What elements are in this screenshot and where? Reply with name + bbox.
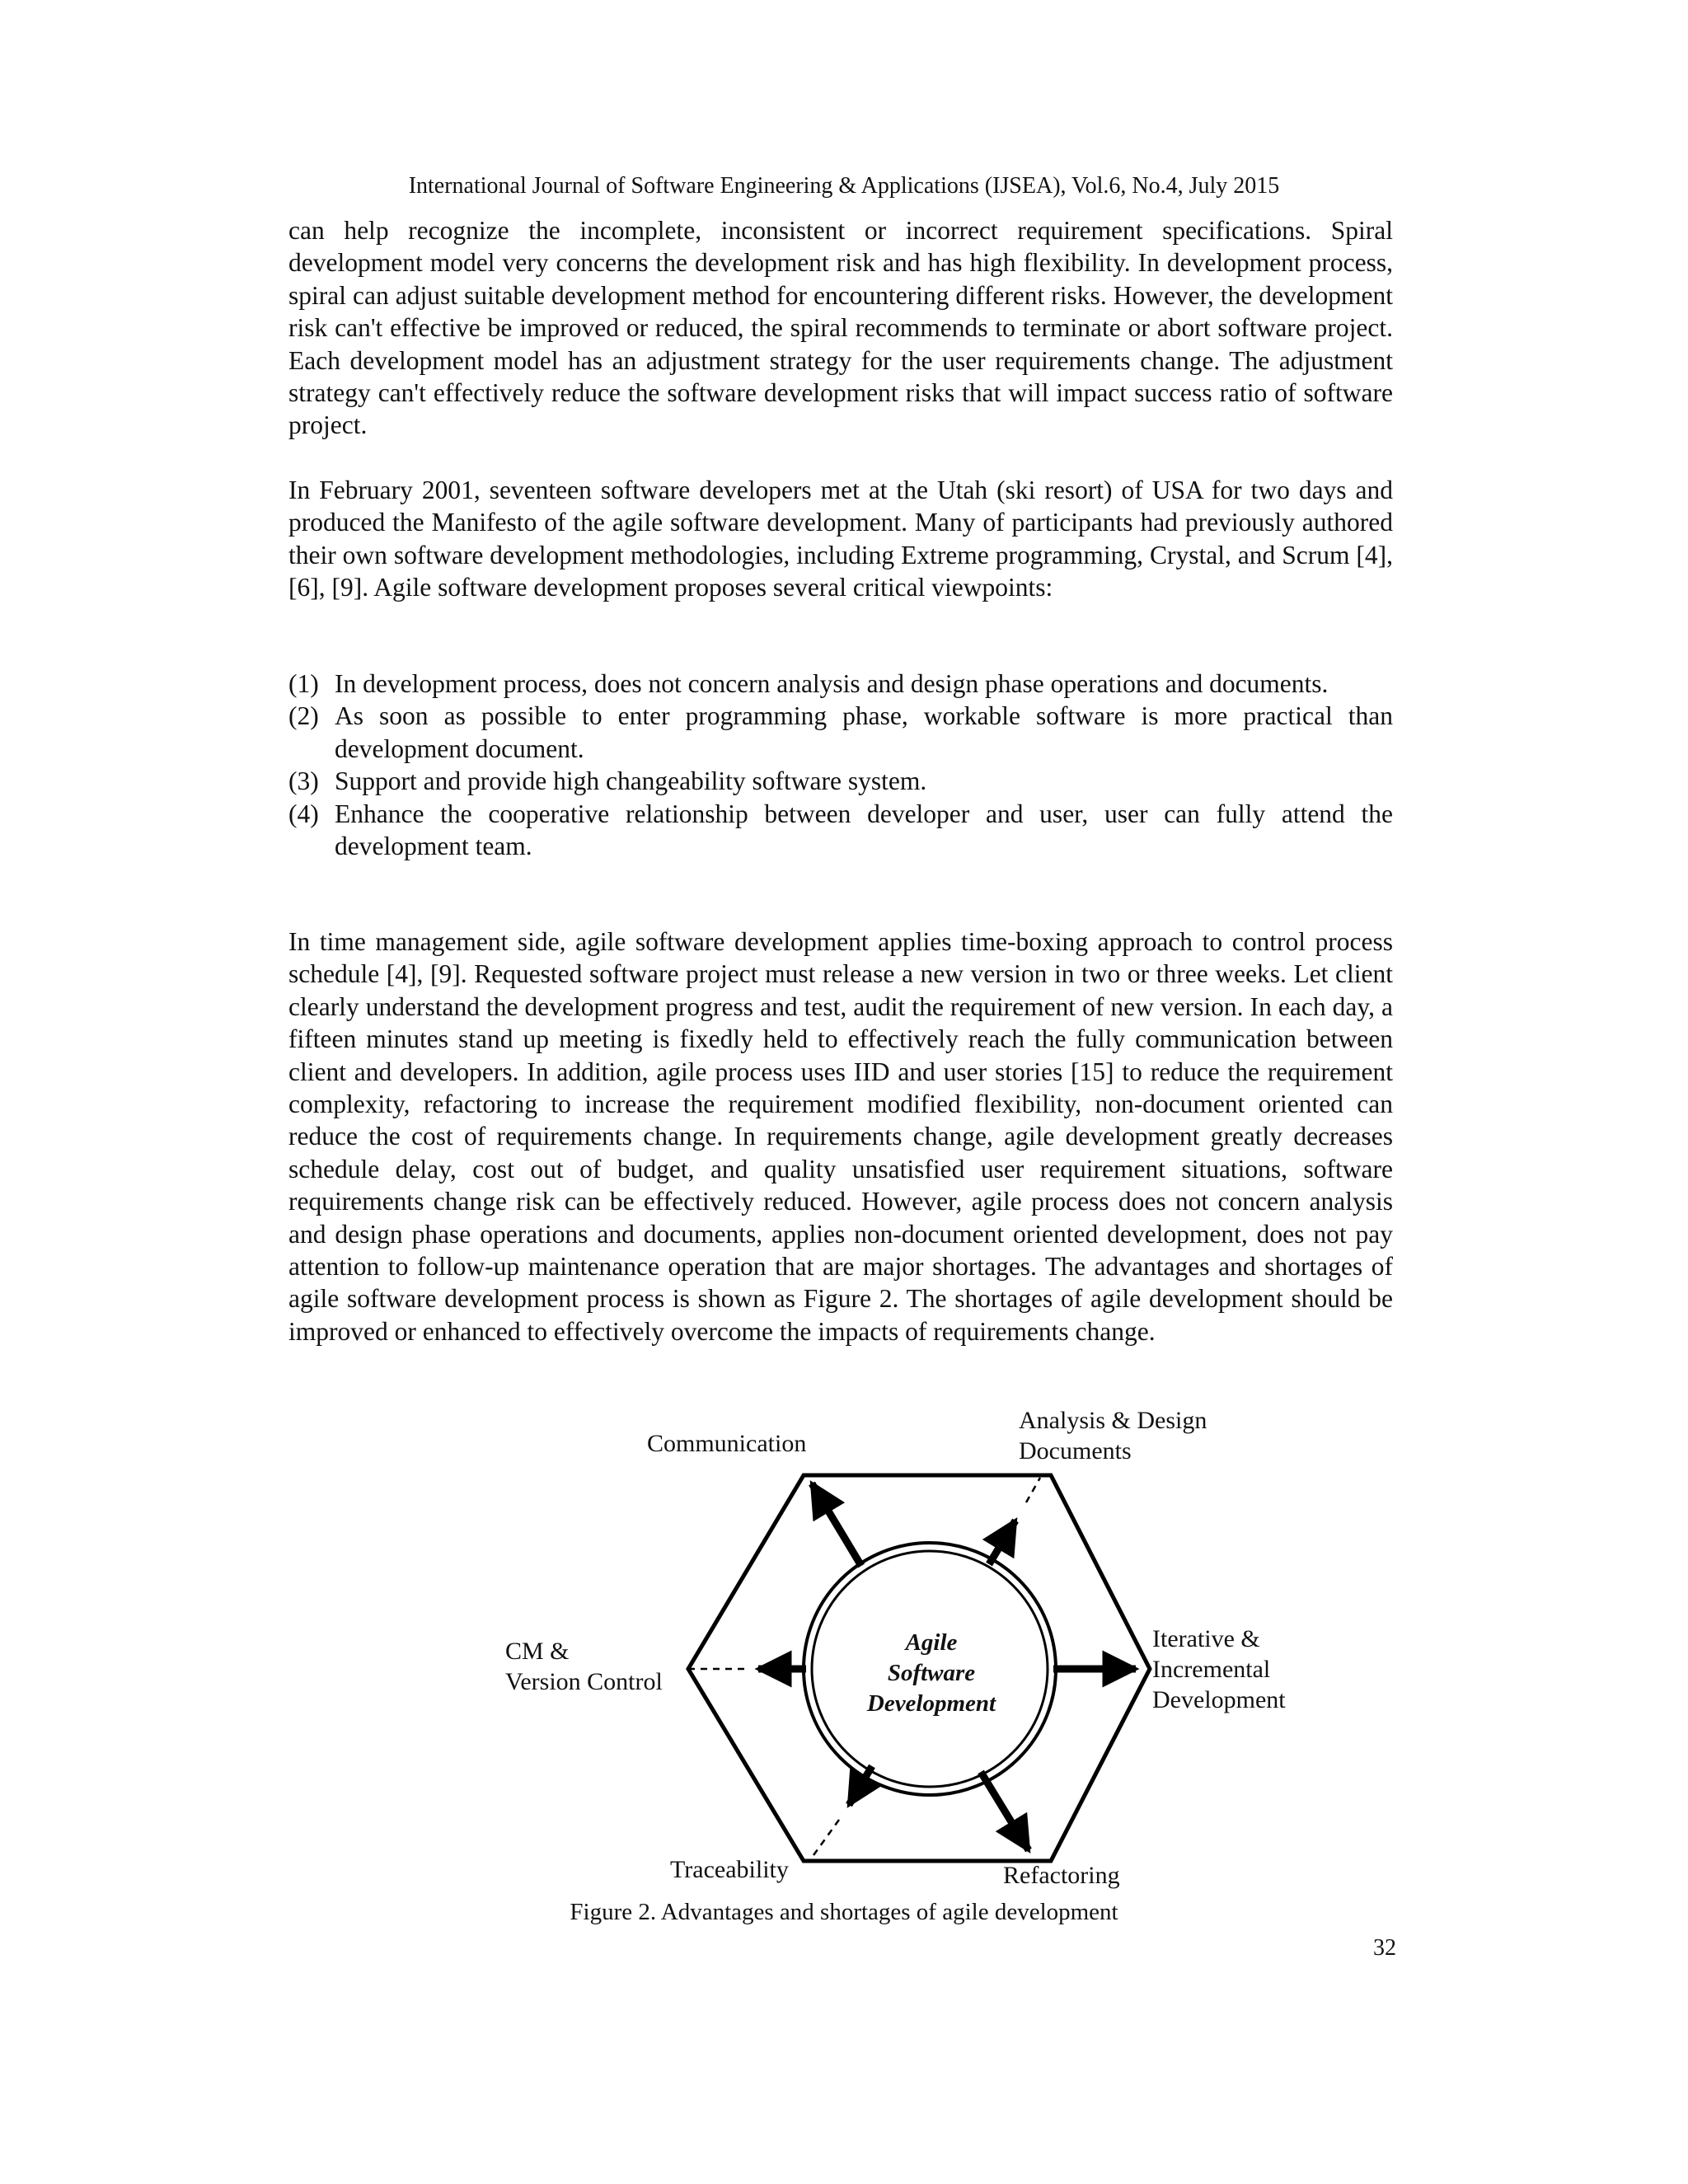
- label-cm-version-control: [505, 1636, 663, 1697]
- center-label-line: Software: [887, 1660, 976, 1686]
- paragraph-time-management: [288, 926, 1393, 1347]
- paragraph-text: In time management side, agile software development applies time-boxing approach to control process schedule [4], [9]. Requested software project must release a new version in two or three weeks. Let client clearly understand the development progress and test, audit the requirement of new version. In each day, a fifteen minutes stand up meeting is fixedly held to effectively reach the fully communication between client and developers. In addition, agile process uses IID and user stories [15] to reduce the requirement complexity, refactoring to increase the requirement modified flexibility, non-document oriented can reduce the cost of requirements change. In requirements change, agile development greatly decreases schedule delay, cost out of budget, and quality unsatisfied user requirement situations, software requirements change risk can be effectively reduced. However, agile process does not concern analysis and design phase operations and documents, applies non-document oriented development, does not pay attention to follow-up maintenance operation that are major shortages. The advantages and shortages of agile software development process is shown as Figure 2. The shortages of agile development should be improved or enhanced to effectively overcome the impacts of requirements change.: [288, 927, 1393, 1346]
- list-item-number: (2): [288, 701, 319, 731]
- label-refactoring: Refactoring: [1003, 1862, 1120, 1889]
- list-item-text: In development process, does not concern analysis and design phase operations and documents.: [335, 669, 1329, 698]
- list-item-number: (3): [288, 766, 319, 796]
- list-item: [288, 700, 1393, 765]
- arrow-analysis-design: [989, 1521, 1015, 1564]
- label-traceability: Traceability: [670, 1856, 789, 1883]
- center-label: [841, 1628, 1022, 1719]
- label-line: CM &: [505, 1638, 570, 1665]
- label-line: Iterative &: [1152, 1625, 1260, 1652]
- journal-header: International Journal of Software Engineering & Applications (IJSEA), Vol.6, No.4, July 2015: [408, 173, 1280, 199]
- list-item-text: Enhance the cooperative relationship between developer and user, user can fully attend the development team.: [335, 799, 1393, 861]
- list-item: [288, 765, 1393, 797]
- paragraph-spiral-model: [288, 214, 1393, 442]
- dashed-analysis-design: [1026, 1478, 1040, 1502]
- label-line: Documents: [1019, 1437, 1132, 1465]
- arrow-traceability: [849, 1766, 872, 1805]
- arrow-refactoring: [981, 1772, 1029, 1850]
- label-line: Analysis & Design: [1019, 1407, 1207, 1434]
- label-line: Incremental: [1152, 1656, 1271, 1683]
- page-number: 32: [1373, 1935, 1396, 1961]
- paragraph-agile-manifesto: [288, 474, 1393, 604]
- list-item-text: As soon as possible to enter programming phase, workable software is more practical than development document.: [335, 701, 1393, 763]
- list-item: [288, 798, 1393, 863]
- list-item-text: Support and provide high changeability software system.: [335, 766, 927, 796]
- list-item-number: (4): [288, 799, 319, 828]
- arrow-communication: [812, 1483, 861, 1566]
- label-line: Development: [1152, 1686, 1286, 1713]
- figure-caption: Figure 2. Advantages and shortages of agile development: [570, 1899, 1118, 1925]
- label-iterative-incremental: [1152, 1624, 1286, 1715]
- label-line: Version Control: [505, 1668, 663, 1695]
- label-communication: Communication: [647, 1430, 807, 1457]
- list-item: [288, 668, 1393, 700]
- paragraph-text: can help recognize the incomplete, inconsistent or incorrect requirement specifications. Spiral development model very concerns the development risk and has high flexibility. In development process, spiral can adjust suitable development method for encountering different risks. However, the development risk can't effective be improved or reduced, the spiral recommends to terminate or abort software project. Each development model has an adjustment strategy for the user requirements change. The adjustment strategy can't effectively reduce the software development risks that will impact success ratio of software project.: [288, 216, 1393, 440]
- label-analysis-design: [1019, 1405, 1207, 1466]
- viewpoints-list: [288, 668, 1393, 862]
- list-item-number: (1): [288, 669, 319, 698]
- dashed-traceability: [809, 1820, 839, 1861]
- center-label-line: Agile: [905, 1629, 958, 1656]
- center-label-line: Development: [866, 1690, 996, 1717]
- paragraph-text: In February 2001, seventeen software developers met at the Utah (ski resort) of USA for two days and produced the Manifesto of the agile software development. Many of participants had previously authored their own software development methodologies, including Extreme programming, Crystal, and Scrum [4], [6], [9]. Agile software development proposes several critical viewpoints:: [288, 476, 1393, 602]
